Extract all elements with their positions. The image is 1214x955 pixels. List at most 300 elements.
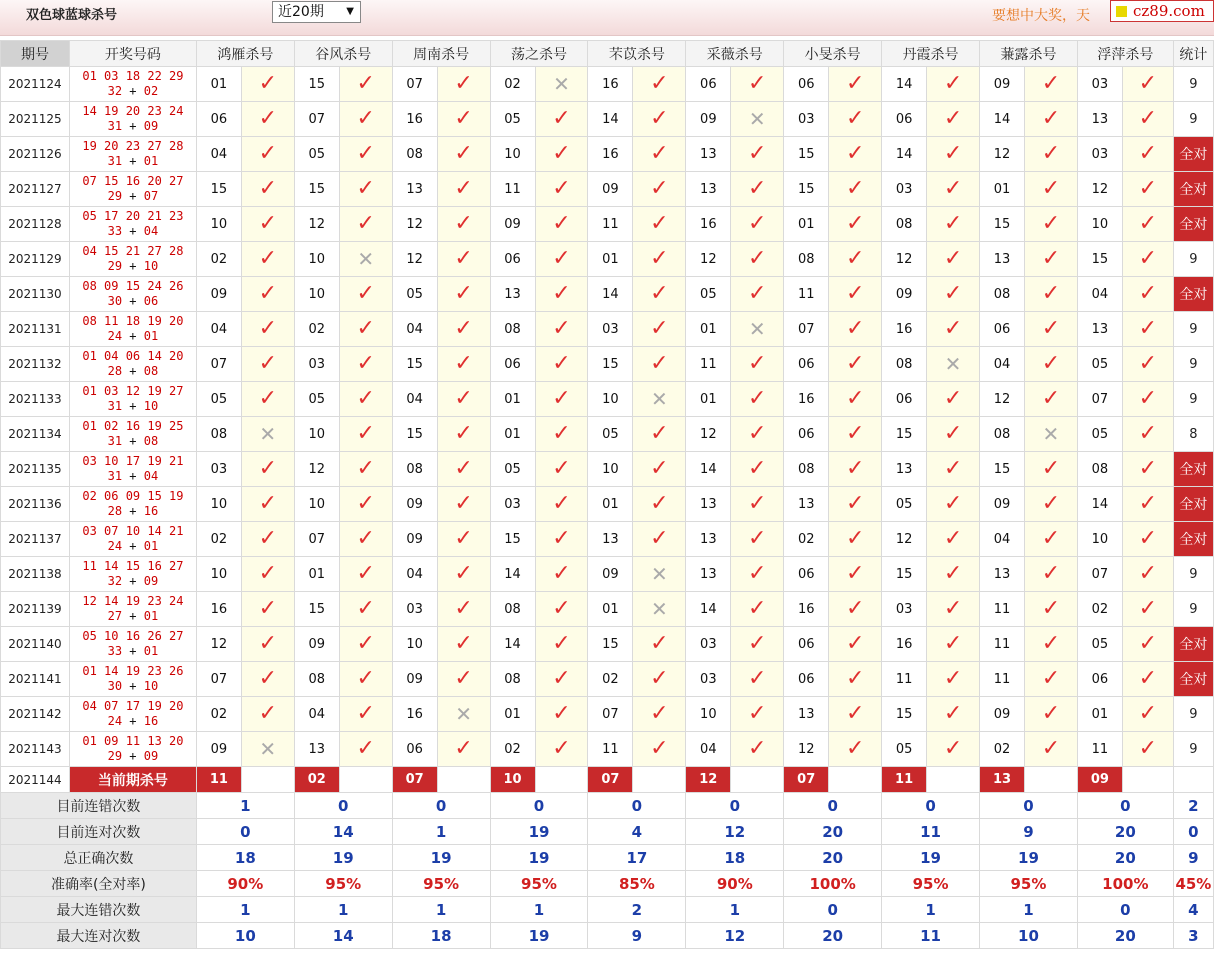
summary-row <box>1 923 1214 949</box>
check-icon: ✓ <box>633 662 686 697</box>
summary-value: 0 <box>784 793 882 819</box>
draw-numbers-cell <box>69 452 196 487</box>
kill-pick-cell: 07 <box>196 662 241 697</box>
check-icon: ✓ <box>633 102 686 137</box>
kill-pick-cell: 02 <box>294 312 339 347</box>
check-icon: ✓ <box>1122 732 1173 767</box>
kill-pick-cell: 12 <box>980 137 1025 172</box>
logo-square-icon <box>1116 6 1127 17</box>
check-icon: ✓ <box>829 102 882 137</box>
check-icon: ✓ <box>535 277 588 312</box>
kill-pick-cell: 03 <box>784 102 829 137</box>
check-icon: ✓ <box>241 242 294 277</box>
draw-line-2 <box>70 119 196 134</box>
kill-pick-cell: 06 <box>392 732 437 767</box>
check-icon: ✓ <box>339 102 392 137</box>
summary-value: 19 <box>294 845 392 871</box>
kill-pick-cell: 10 <box>294 417 339 452</box>
check-icon: ✓ <box>339 277 392 312</box>
kill-pick-cell: 04 <box>196 137 241 172</box>
draw-red-balls: 01 09 11 13 20 <box>82 734 184 748</box>
kill-pick-cell: 16 <box>196 592 241 627</box>
check-icon: ✓ <box>339 487 392 522</box>
check-icon: ✓ <box>339 522 392 557</box>
draw-red-ball: 29 <box>107 749 123 763</box>
period-cell: 2021127 <box>1 172 70 207</box>
draw-numbers-cell <box>69 172 196 207</box>
check-icon: ✓ <box>633 487 686 522</box>
page-title: 双色球蓝球杀号 <box>26 8 118 23</box>
draw-red-ball: 32 <box>107 574 123 588</box>
draw-red-balls: 01 03 12 19 27 <box>82 384 184 398</box>
draw-blue-ball: 06 <box>143 294 159 308</box>
current-kill-pick: 07 <box>392 767 437 793</box>
kill-pick-cell: 05 <box>588 417 633 452</box>
period-cell: 2021133 <box>1 382 70 417</box>
check-icon: ✓ <box>437 102 490 137</box>
check-icon: ✓ <box>437 487 490 522</box>
kill-pick-cell: 03 <box>490 487 535 522</box>
check-icon: ✓ <box>1024 732 1077 767</box>
summary-value: 1 <box>686 897 784 923</box>
summary-row <box>1 845 1214 871</box>
draw-red-ball: 31 <box>107 399 123 413</box>
plus-sign: + <box>122 644 144 658</box>
kill-pick-cell: 15 <box>980 452 1025 487</box>
check-icon: ✓ <box>1122 592 1173 627</box>
plus-sign: + <box>122 714 144 728</box>
kill-pick-cell: 02 <box>490 732 535 767</box>
check-icon: ✓ <box>1024 662 1077 697</box>
draw-line-2 <box>70 329 196 344</box>
check-icon: ✓ <box>241 452 294 487</box>
kill-pick-cell: 06 <box>490 242 535 277</box>
column-header-expert: 周南杀号 <box>392 41 490 67</box>
kill-pick-cell: 05 <box>882 487 927 522</box>
column-header-draw: 开奖号码 <box>69 41 196 67</box>
table-row <box>1 417 1214 452</box>
kill-pick-cell: 16 <box>882 627 927 662</box>
empty-cell <box>829 767 882 793</box>
kill-pick-cell: 10 <box>392 627 437 662</box>
kill-pick-cell: 05 <box>686 277 731 312</box>
summary-value: 1 <box>392 819 490 845</box>
draw-red-balls: 12 14 19 23 24 <box>82 594 184 608</box>
table-row <box>1 662 1214 697</box>
check-icon: ✓ <box>829 627 882 662</box>
kill-pick-cell: 09 <box>392 522 437 557</box>
kill-pick-cell: 12 <box>1077 172 1122 207</box>
draw-line-2 <box>70 434 196 449</box>
current-kill-pick: 13 <box>980 767 1025 793</box>
stat-cell: 9 <box>1173 102 1213 137</box>
kill-pick-cell: 02 <box>1077 592 1122 627</box>
current-period-row <box>1 767 1214 793</box>
kill-pick-cell: 07 <box>392 67 437 102</box>
draw-blue-ball: 01 <box>143 329 159 343</box>
draw-red-ball: 24 <box>107 714 123 728</box>
draw-line-2 <box>70 189 196 204</box>
kill-pick-cell: 15 <box>980 207 1025 242</box>
kill-pick-cell: 05 <box>294 137 339 172</box>
kill-pick-cell: 12 <box>882 242 927 277</box>
kill-pick-cell: 05 <box>490 452 535 487</box>
kill-pick-cell: 12 <box>980 382 1025 417</box>
check-icon: ✓ <box>437 67 490 102</box>
check-icon: ✓ <box>437 137 490 172</box>
check-icon: ✓ <box>927 102 980 137</box>
summary-label: 最大连对次数 <box>1 923 197 949</box>
check-icon: ✓ <box>339 67 392 102</box>
check-icon: ✓ <box>1024 277 1077 312</box>
kill-pick-cell: 13 <box>686 522 731 557</box>
kill-pick-cell: 15 <box>294 592 339 627</box>
summary-value: 12 <box>686 923 784 949</box>
check-icon: ✓ <box>1122 382 1173 417</box>
draw-numbers-cell <box>69 557 196 592</box>
kill-pick-cell: 08 <box>196 417 241 452</box>
stat-cell: 9 <box>1173 557 1213 592</box>
summary-label: 最大连错次数 <box>1 897 197 923</box>
check-icon: ✓ <box>535 417 588 452</box>
check-icon: ✓ <box>731 557 784 592</box>
draw-line-2 <box>70 399 196 414</box>
column-header-expert: 芣苡杀号 <box>588 41 686 67</box>
kill-pick-cell: 01 <box>490 417 535 452</box>
summary-value: 2 <box>588 897 686 923</box>
kill-pick-cell: 10 <box>686 697 731 732</box>
summary-value: 1 <box>294 897 392 923</box>
kill-pick-cell: 01 <box>490 382 535 417</box>
period-select[interactable] <box>272 1 361 23</box>
check-icon: ✓ <box>1122 347 1173 382</box>
summary-value: 19 <box>980 845 1078 871</box>
check-icon: ✓ <box>829 242 882 277</box>
kill-pick-cell: 12 <box>196 627 241 662</box>
kill-pick-cell: 03 <box>1077 137 1122 172</box>
check-icon: ✓ <box>1122 522 1173 557</box>
check-icon: ✓ <box>829 277 882 312</box>
draw-red-ball: 30 <box>107 679 123 693</box>
kill-pick-cell: 09 <box>686 102 731 137</box>
kill-pick-cell: 07 <box>294 102 339 137</box>
summary-value: 18 <box>392 923 490 949</box>
check-icon: ✓ <box>927 242 980 277</box>
check-icon: ✓ <box>927 697 980 732</box>
draw-red-ball: 31 <box>107 154 123 168</box>
check-icon: ✓ <box>1024 137 1077 172</box>
kill-pick-cell: 03 <box>1077 67 1122 102</box>
check-icon: ✓ <box>437 417 490 452</box>
kill-pick-cell: 15 <box>784 137 829 172</box>
table-row <box>1 627 1214 662</box>
check-icon: ✓ <box>829 172 882 207</box>
summary-value: 20 <box>1077 845 1173 871</box>
kill-pick-cell: 04 <box>686 732 731 767</box>
summary-value: 95% <box>294 871 392 897</box>
draw-line-2 <box>70 259 196 274</box>
check-icon: ✓ <box>829 732 882 767</box>
draw-line-2 <box>70 364 196 379</box>
check-icon: ✓ <box>1024 312 1077 347</box>
stat-cell: 全对 <box>1173 487 1213 522</box>
check-icon: ✓ <box>437 312 490 347</box>
empty-cell <box>731 767 784 793</box>
column-header-expert: 浮萍杀号 <box>1077 41 1173 67</box>
check-icon: ✓ <box>927 382 980 417</box>
kill-pick-cell: 06 <box>784 417 829 452</box>
kill-pick-cell: 01 <box>196 67 241 102</box>
summary-value: 14 <box>294 923 392 949</box>
kill-pick-cell: 07 <box>1077 557 1122 592</box>
stat-cell: 9 <box>1173 67 1213 102</box>
check-icon: ✓ <box>339 417 392 452</box>
kill-pick-cell: 08 <box>490 592 535 627</box>
plus-sign: + <box>122 154 144 168</box>
period-cell: 2021126 <box>1 137 70 172</box>
draw-blue-ball: 04 <box>143 224 159 238</box>
check-icon: ✓ <box>1122 172 1173 207</box>
kill-pick-cell: 14 <box>490 627 535 662</box>
site-logo[interactable] <box>1110 0 1214 22</box>
kill-pick-cell: 08 <box>784 242 829 277</box>
check-icon: ✓ <box>731 207 784 242</box>
stat-cell: 全对 <box>1173 207 1213 242</box>
summary-value: 14 <box>294 819 392 845</box>
draw-red-balls: 07 15 16 20 27 <box>82 174 184 188</box>
kill-pick-cell: 09 <box>588 557 633 592</box>
plus-sign: + <box>122 329 144 343</box>
draw-red-balls: 02 06 09 15 19 <box>82 489 184 503</box>
kill-pick-cell: 15 <box>588 347 633 382</box>
summary-stat: 0 <box>1173 819 1213 845</box>
check-icon: ✓ <box>829 592 882 627</box>
kill-pick-cell: 10 <box>294 277 339 312</box>
stat-cell: 全对 <box>1173 627 1213 662</box>
kill-pick-cell: 13 <box>294 732 339 767</box>
draw-blue-ball: 02 <box>143 84 159 98</box>
kill-pick-cell: 01 <box>588 592 633 627</box>
stat-cell: 全对 <box>1173 452 1213 487</box>
draw-blue-ball: 10 <box>143 259 159 273</box>
check-icon: ✓ <box>927 522 980 557</box>
kill-pick-cell: 13 <box>686 557 731 592</box>
kill-pick-cell: 15 <box>196 172 241 207</box>
check-icon: ✓ <box>1122 67 1173 102</box>
draw-blue-ball: 07 <box>143 189 159 203</box>
period-cell: 2021138 <box>1 557 70 592</box>
draw-line-2 <box>70 644 196 659</box>
kill-pick-cell: 15 <box>882 697 927 732</box>
summary-value: 12 <box>686 819 784 845</box>
summary-stat: 45% <box>1173 871 1213 897</box>
plus-sign: + <box>122 434 144 448</box>
summary-value: 0 <box>1077 897 1173 923</box>
stat-cell: 9 <box>1173 347 1213 382</box>
summary-value: 100% <box>1077 871 1173 897</box>
summary-value: 20 <box>1077 923 1173 949</box>
summary-value: 95% <box>882 871 980 897</box>
empty-cell <box>437 767 490 793</box>
check-icon: ✓ <box>633 207 686 242</box>
summary-value: 95% <box>392 871 490 897</box>
check-icon: ✓ <box>241 277 294 312</box>
draw-red-ball: 32 <box>107 84 123 98</box>
kill-pick-cell: 09 <box>490 207 535 242</box>
header-row <box>1 41 1214 67</box>
kill-pick-cell: 16 <box>784 382 829 417</box>
check-icon: ✓ <box>535 382 588 417</box>
check-icon: ✓ <box>633 172 686 207</box>
check-icon: ✓ <box>1122 312 1173 347</box>
draw-red-ball: 31 <box>107 434 123 448</box>
draw-red-ball: 30 <box>107 294 123 308</box>
kill-pick-cell: 10 <box>294 242 339 277</box>
check-icon: ✓ <box>927 417 980 452</box>
kill-pick-cell: 09 <box>196 277 241 312</box>
column-header-expert: 荡之杀号 <box>490 41 588 67</box>
kill-pick-cell: 01 <box>1077 697 1122 732</box>
cross-icon: ✕ <box>339 242 392 277</box>
column-header-expert: 丹霞杀号 <box>882 41 980 67</box>
kill-pick-cell: 15 <box>294 67 339 102</box>
current-kill-pick: 12 <box>686 767 731 793</box>
draw-line-2 <box>70 714 196 729</box>
kill-pick-cell: 01 <box>490 697 535 732</box>
plus-sign: + <box>122 119 144 133</box>
kill-pick-cell: 02 <box>490 67 535 102</box>
check-icon: ✓ <box>633 347 686 382</box>
kill-pick-cell: 04 <box>1077 277 1122 312</box>
check-icon: ✓ <box>829 697 882 732</box>
check-icon: ✓ <box>339 662 392 697</box>
period-cell: 2021128 <box>1 207 70 242</box>
draw-red-ball: 27 <box>107 609 123 623</box>
check-icon: ✓ <box>241 487 294 522</box>
kill-pick-cell: 12 <box>686 242 731 277</box>
draw-red-balls: 08 09 15 24 26 <box>82 279 184 293</box>
kill-pick-cell: 13 <box>686 172 731 207</box>
summary-value: 0 <box>294 793 392 819</box>
kill-pick-cell: 09 <box>196 732 241 767</box>
plus-sign: + <box>122 189 144 203</box>
kill-pick-cell: 15 <box>1077 242 1122 277</box>
period-cell: 2021143 <box>1 732 70 767</box>
summary-label: 总正确次数 <box>1 845 197 871</box>
check-icon: ✓ <box>339 172 392 207</box>
check-icon: ✓ <box>829 557 882 592</box>
draw-line-2 <box>70 294 196 309</box>
check-icon: ✓ <box>339 382 392 417</box>
draw-line-2 <box>70 224 196 239</box>
draw-numbers-cell <box>69 522 196 557</box>
check-icon: ✓ <box>1024 102 1077 137</box>
empty-cell <box>241 767 294 793</box>
cross-icon: ✕ <box>731 312 784 347</box>
check-icon: ✓ <box>633 522 686 557</box>
period-cell: 2021139 <box>1 592 70 627</box>
kill-pick-cell: 02 <box>196 242 241 277</box>
draw-numbers-cell <box>69 417 196 452</box>
kill-pick-cell: 13 <box>1077 312 1122 347</box>
check-icon: ✓ <box>1122 137 1173 172</box>
draw-red-ball: 28 <box>107 364 123 378</box>
kill-pick-cell: 16 <box>392 102 437 137</box>
check-icon: ✓ <box>437 172 490 207</box>
kill-pick-cell: 02 <box>196 697 241 732</box>
kill-pick-cell: 12 <box>784 732 829 767</box>
summary-row <box>1 871 1214 897</box>
check-icon: ✓ <box>437 452 490 487</box>
kill-pick-cell: 11 <box>882 662 927 697</box>
kill-pick-cell: 16 <box>784 592 829 627</box>
column-header-expert: 谷风杀号 <box>294 41 392 67</box>
draw-line-2 <box>70 539 196 554</box>
draw-blue-ball: 09 <box>143 749 159 763</box>
stat-cell: 9 <box>1173 592 1213 627</box>
empty-cell <box>1122 767 1173 793</box>
draw-line-2 <box>70 749 196 764</box>
summary-value: 100% <box>784 871 882 897</box>
summary-value: 1 <box>392 897 490 923</box>
draw-blue-ball: 01 <box>143 644 159 658</box>
check-icon: ✓ <box>1122 697 1173 732</box>
stat-cell: 9 <box>1173 242 1213 277</box>
check-icon: ✓ <box>241 697 294 732</box>
summary-value: 1 <box>882 897 980 923</box>
draw-numbers-cell <box>69 627 196 662</box>
summary-value: 9 <box>980 819 1078 845</box>
check-icon: ✓ <box>535 557 588 592</box>
draw-blue-ball: 01 <box>143 539 159 553</box>
kill-pick-cell: 06 <box>784 627 829 662</box>
check-icon: ✓ <box>241 207 294 242</box>
kill-pick-cell: 05 <box>196 382 241 417</box>
check-icon: ✓ <box>1024 347 1077 382</box>
kill-pick-cell: 16 <box>882 312 927 347</box>
draw-red-balls: 01 02 16 19 25 <box>82 419 184 433</box>
check-icon: ✓ <box>437 627 490 662</box>
kill-pick-cell: 07 <box>784 312 829 347</box>
stat-cell: 全对 <box>1173 277 1213 312</box>
check-icon: ✓ <box>1024 452 1077 487</box>
table-row <box>1 312 1214 347</box>
kill-pick-cell: 11 <box>980 662 1025 697</box>
kill-pick-cell: 16 <box>588 137 633 172</box>
check-icon: ✓ <box>829 312 882 347</box>
empty-cell <box>927 767 980 793</box>
check-icon: ✓ <box>241 67 294 102</box>
draw-red-balls: 08 11 18 19 20 <box>82 314 184 328</box>
table-row <box>1 557 1214 592</box>
kill-pick-cell: 06 <box>784 557 829 592</box>
check-icon: ✓ <box>731 732 784 767</box>
draw-numbers-cell <box>69 347 196 382</box>
chevron-down-icon: ▼ <box>346 6 354 17</box>
check-icon: ✓ <box>1024 627 1077 662</box>
check-icon: ✓ <box>731 277 784 312</box>
kill-pick-cell: 06 <box>1077 662 1122 697</box>
draw-blue-ball: 09 <box>143 574 159 588</box>
draw-line-2 <box>70 469 196 484</box>
kill-pick-cell: 14 <box>882 67 927 102</box>
cross-icon: ✕ <box>437 697 490 732</box>
kill-pick-cell: 07 <box>588 697 633 732</box>
table-row <box>1 277 1214 312</box>
summary-stat: 9 <box>1173 845 1213 871</box>
check-icon: ✓ <box>437 207 490 242</box>
check-icon: ✓ <box>731 137 784 172</box>
